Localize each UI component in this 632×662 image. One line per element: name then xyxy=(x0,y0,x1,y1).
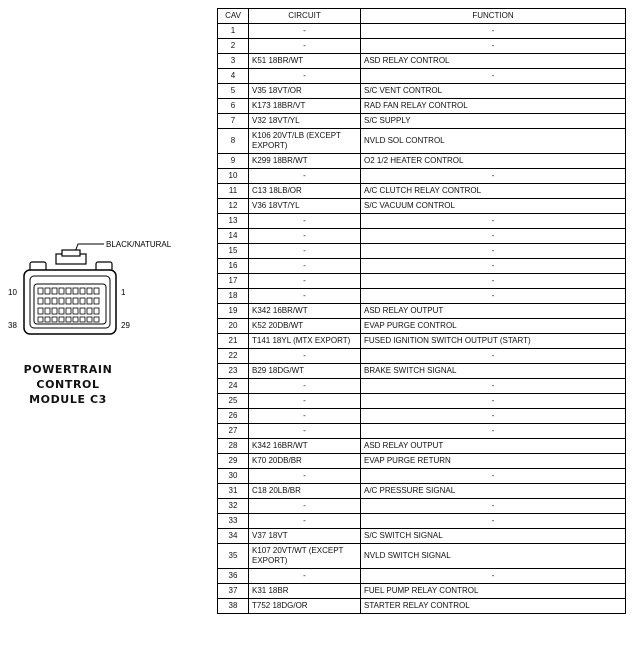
table-header-row xyxy=(218,9,626,24)
cav-cell: 7 xyxy=(218,114,249,129)
function-cell: - xyxy=(361,24,626,39)
function-cell: - xyxy=(361,169,626,184)
function-cell: FUEL PUMP RELAY CONTROL xyxy=(361,584,626,599)
function-cell: - xyxy=(361,499,626,514)
function-cell: - xyxy=(361,424,626,439)
circuit-cell: K106 20VT/LB (EXCEPT EXPORT) xyxy=(249,129,361,154)
table-row xyxy=(218,169,626,184)
cav-cell: 10 xyxy=(218,169,249,184)
cav-cell: 25 xyxy=(218,394,249,409)
table-row xyxy=(218,39,626,54)
circuit-cell: - xyxy=(249,69,361,84)
cav-cell: 37 xyxy=(218,584,249,599)
function-cell: - xyxy=(361,69,626,84)
function-cell: EVAP PURGE CONTROL xyxy=(361,319,626,334)
circuit-cell: C18 20LB/BR xyxy=(249,484,361,499)
function-cell: - xyxy=(361,274,626,289)
pinout-table xyxy=(217,8,626,614)
circuit-cell: - xyxy=(249,499,361,514)
circuit-cell: V36 18VT/YL xyxy=(249,199,361,214)
table-row xyxy=(218,289,626,304)
header-circuit: CIRCUIT xyxy=(249,9,361,24)
function-cell: FUSED IGNITION SWITCH OUTPUT (START) xyxy=(361,334,626,349)
table-row xyxy=(218,214,626,229)
table-row xyxy=(218,244,626,259)
circuit-cell: K107 20VT/WT (EXCEPT EXPORT) xyxy=(249,544,361,569)
function-cell: - xyxy=(361,39,626,54)
cav-cell: 11 xyxy=(218,184,249,199)
table-row xyxy=(218,499,626,514)
function-cell: BRAKE SWITCH SIGNAL xyxy=(361,364,626,379)
cav-cell: 16 xyxy=(218,259,249,274)
table-row xyxy=(218,424,626,439)
circuit-cell: - xyxy=(249,39,361,54)
cav-cell: 26 xyxy=(218,409,249,424)
table-row xyxy=(218,569,626,584)
table-row xyxy=(218,514,626,529)
circuit-cell: - xyxy=(249,24,361,39)
circuit-cell: - xyxy=(249,469,361,484)
circuit-cell: T141 18YL (MTX EXPORT) xyxy=(249,334,361,349)
function-cell: S/C SWITCH SIGNAL xyxy=(361,529,626,544)
function-cell: S/C VENT CONTROL xyxy=(361,84,626,99)
function-cell: - xyxy=(361,379,626,394)
circuit-cell: - xyxy=(249,259,361,274)
function-cell: A/C CLUTCH RELAY CONTROL xyxy=(361,184,626,199)
function-cell: ASD RELAY OUTPUT xyxy=(361,304,626,319)
cav-cell: 22 xyxy=(218,349,249,364)
connector-color-label: BLACK/NATURAL xyxy=(106,240,172,249)
function-cell: NVLD SWITCH SIGNAL xyxy=(361,544,626,569)
table-body xyxy=(218,24,626,614)
circuit-cell: - xyxy=(249,394,361,409)
cav-cell: 21 xyxy=(218,334,249,349)
circuit-cell: V35 18VT/OR xyxy=(249,84,361,99)
table-row xyxy=(218,394,626,409)
function-cell: S/C VACUUM CONTROL xyxy=(361,199,626,214)
module-title-line-2: CONTROL xyxy=(36,378,100,391)
circuit-cell: V32 18VT/YL xyxy=(249,114,361,129)
cav-cell: 29 xyxy=(218,454,249,469)
cav-cell: 38 xyxy=(218,599,249,614)
cav-cell: 35 xyxy=(218,544,249,569)
cav-cell: 19 xyxy=(218,304,249,319)
table-row xyxy=(218,484,626,499)
table-row xyxy=(218,454,626,469)
function-cell: - xyxy=(361,394,626,409)
table-row xyxy=(218,439,626,454)
table-row xyxy=(218,349,626,364)
cav-cell: 28 xyxy=(218,439,249,454)
table-row xyxy=(218,409,626,424)
table-row xyxy=(218,114,626,129)
cav-cell: 4 xyxy=(218,69,249,84)
cav-cell: 27 xyxy=(218,424,249,439)
function-cell: ASD RELAY CONTROL xyxy=(361,54,626,69)
table-row xyxy=(218,129,626,154)
cav-cell: 20 xyxy=(218,319,249,334)
circuit-cell: - xyxy=(249,569,361,584)
table-row xyxy=(218,334,626,349)
pin-label-bottom-left: 38 xyxy=(8,321,17,330)
function-cell: RAD FAN RELAY CONTROL xyxy=(361,99,626,114)
pin-label-top-right: 1 xyxy=(121,288,126,297)
circuit-cell: K51 18BR/WT xyxy=(249,54,361,69)
circuit-cell: - xyxy=(249,349,361,364)
table-row xyxy=(218,54,626,69)
table-row xyxy=(218,99,626,114)
cav-cell: 23 xyxy=(218,364,249,379)
table-row xyxy=(218,24,626,39)
circuit-cell: B29 18DG/WT xyxy=(249,364,361,379)
function-cell: A/C PRESSURE SIGNAL xyxy=(361,484,626,499)
circuit-cell: K342 16BR/WT xyxy=(249,304,361,319)
circuit-cell: V37 18VT xyxy=(249,529,361,544)
module-title-line-3: MODULE C3 xyxy=(29,393,107,406)
table-row xyxy=(218,319,626,334)
cav-cell: 6 xyxy=(218,99,249,114)
cav-cell: 8 xyxy=(218,129,249,154)
table-row xyxy=(218,599,626,614)
circuit-cell: K31 18BR xyxy=(249,584,361,599)
function-cell: NVLD SOL CONTROL xyxy=(361,129,626,154)
cav-cell: 36 xyxy=(218,569,249,584)
cav-cell: 2 xyxy=(218,39,249,54)
pin-label-top-left: 10 xyxy=(8,288,17,297)
function-cell: EVAP PURGE RETURN xyxy=(361,454,626,469)
function-cell: S/C SUPPLY xyxy=(361,114,626,129)
header-cav: CAV xyxy=(218,9,249,24)
header-function: FUNCTION xyxy=(361,9,626,24)
circuit-cell: K52 20DB/WT xyxy=(249,319,361,334)
table-row xyxy=(218,379,626,394)
cav-cell: 30 xyxy=(218,469,249,484)
table-row xyxy=(218,469,626,484)
function-cell: - xyxy=(361,229,626,244)
function-cell: - xyxy=(361,514,626,529)
cav-cell: 24 xyxy=(218,379,249,394)
table-row xyxy=(218,544,626,569)
cav-cell: 31 xyxy=(218,484,249,499)
table-row xyxy=(218,84,626,99)
cav-cell: 17 xyxy=(218,274,249,289)
function-cell: - xyxy=(361,469,626,484)
function-cell: - xyxy=(361,244,626,259)
circuit-cell: - xyxy=(249,424,361,439)
circuit-cell: - xyxy=(249,244,361,259)
cav-cell: 13 xyxy=(218,214,249,229)
table-row xyxy=(218,584,626,599)
function-cell: ASD RELAY OUTPUT xyxy=(361,439,626,454)
function-cell: STARTER RELAY CONTROL xyxy=(361,599,626,614)
cav-cell: 3 xyxy=(218,54,249,69)
table-row xyxy=(218,364,626,379)
circuit-cell: - xyxy=(249,214,361,229)
table-row xyxy=(218,529,626,544)
circuit-cell: - xyxy=(249,379,361,394)
table-row xyxy=(218,199,626,214)
function-cell: - xyxy=(361,289,626,304)
function-cell: O2 1/2 HEATER CONTROL xyxy=(361,154,626,169)
function-cell: - xyxy=(361,349,626,364)
cav-cell: 5 xyxy=(218,84,249,99)
cav-cell: 33 xyxy=(218,514,249,529)
table-row xyxy=(218,304,626,319)
function-cell: - xyxy=(361,409,626,424)
function-cell: - xyxy=(361,569,626,584)
cav-cell: 14 xyxy=(218,229,249,244)
circuit-cell: - xyxy=(249,229,361,244)
circuit-cell: - xyxy=(249,169,361,184)
function-cell: - xyxy=(361,259,626,274)
table-row xyxy=(218,274,626,289)
cav-cell: 12 xyxy=(218,199,249,214)
cav-cell: 9 xyxy=(218,154,249,169)
circuit-cell: T752 18DG/OR xyxy=(249,599,361,614)
circuit-cell: K173 18BR/VT xyxy=(249,99,361,114)
cav-cell: 32 xyxy=(218,499,249,514)
table-row xyxy=(218,184,626,199)
circuit-cell: K70 20DB/BR xyxy=(249,454,361,469)
cav-cell: 34 xyxy=(218,529,249,544)
function-cell: - xyxy=(361,214,626,229)
circuit-cell: - xyxy=(249,274,361,289)
circuit-cell: - xyxy=(249,409,361,424)
table-row xyxy=(218,69,626,84)
cav-cell: 15 xyxy=(218,244,249,259)
circuit-cell: C13 18LB/OR xyxy=(249,184,361,199)
circuit-cell: K342 16BR/WT xyxy=(249,439,361,454)
cav-cell: 1 xyxy=(218,24,249,39)
circuit-cell: - xyxy=(249,289,361,304)
table-row xyxy=(218,229,626,244)
pin-label-bottom-right: 29 xyxy=(121,321,130,330)
table-row xyxy=(218,259,626,274)
cav-cell: 18 xyxy=(218,289,249,304)
module-title-line-1: POWERTRAIN xyxy=(23,363,113,376)
table-row xyxy=(218,154,626,169)
circuit-cell: - xyxy=(249,514,361,529)
circuit-cell: K299 18BR/WT xyxy=(249,154,361,169)
module-title xyxy=(0,362,136,407)
